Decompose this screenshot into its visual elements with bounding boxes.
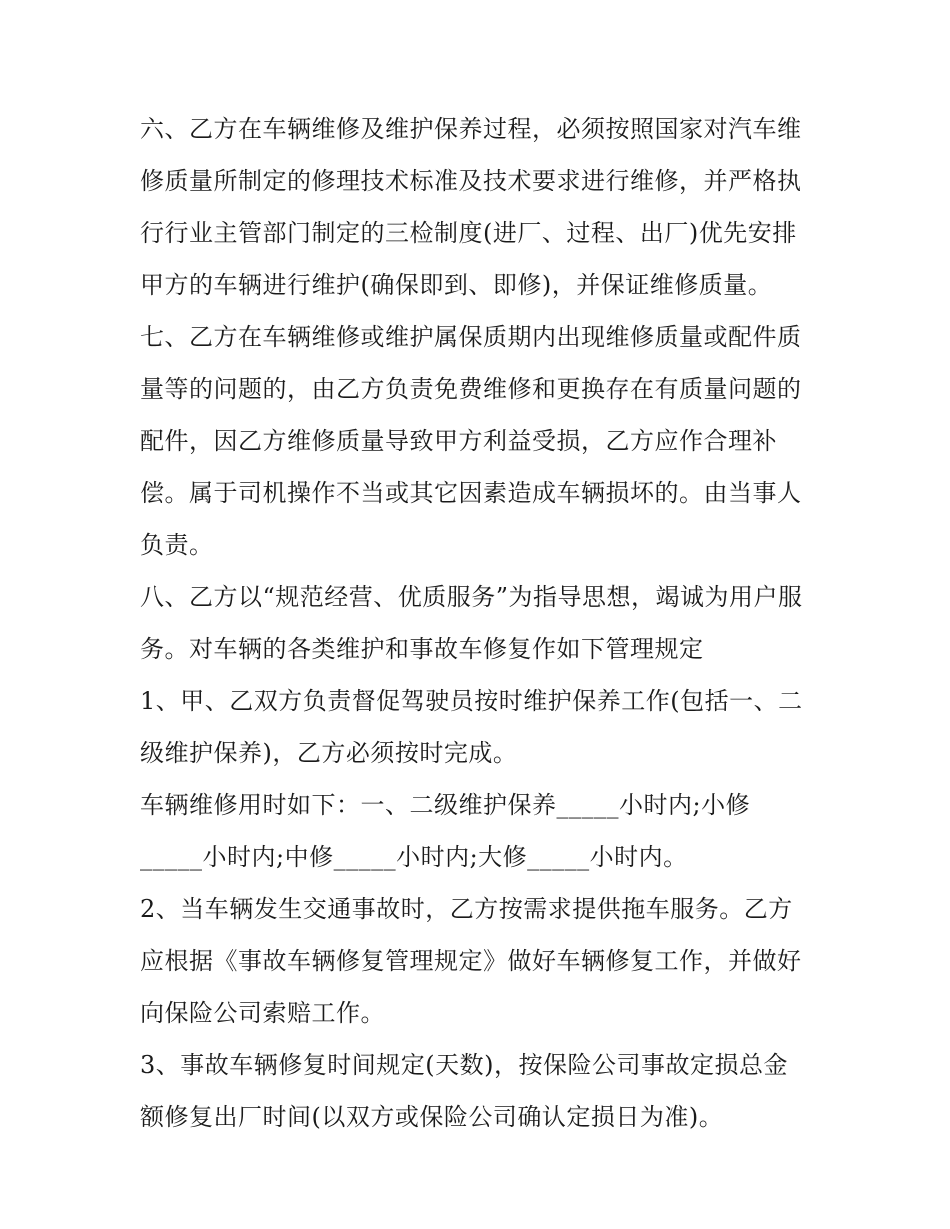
text-line: _____小时内;中修_____小时内;大修_____小时内。	[140, 843, 688, 871]
text-line: 行行业主管部门制定的三检制度(进厂、过程、出厂)优先安排	[140, 219, 797, 247]
text-line: 级维护保养)，乙方必须按时完成。	[140, 739, 518, 767]
text-line: 甲方的车辆进行维护(确保即到、即修)，并保证维修质量。	[140, 271, 773, 299]
text-line: 六、乙方在车辆维修及维护保养过程，必须按照国家对汽车维	[140, 115, 802, 143]
text-line: 3、事故车辆修复时间规定(天数)，按保险公司事故定损总金	[140, 1051, 788, 1079]
text-line: 车辆维修用时如下：一、二级维护保养_____小时内;小修	[140, 791, 751, 819]
text-line: 修质量所制定的修理技术标准及技术要求进行维修，并严格执	[140, 167, 802, 195]
document-body	[140, 103, 840, 1143]
text-line: 负责。	[140, 531, 214, 559]
text-line: 务。对车辆的各类维护和事故车修复作如下管理规定	[140, 635, 704, 663]
text-line: 偿。属于司机操作不当或其它因素造成车辆损坏的。由当事人	[140, 479, 802, 507]
text-line: 七、乙方在车辆维修或维护属保质期内出现维修质量或配件质	[140, 323, 802, 351]
text-line: 2、当车辆发生交通事故时，乙方按需求提供拖车服务。乙方	[140, 895, 793, 923]
text-line: 向保险公司索赔工作。	[140, 999, 385, 1027]
text-line: 应根据《事故车辆修复管理规定》做好车辆修复工作，并做好	[140, 947, 802, 975]
text-line: 八、乙方以“规范经营、优质服务”为指导思想，竭诚为用户服	[140, 583, 803, 611]
text-line: 配件，因乙方维修质量导致甲方利益受损，乙方应作合理补	[140, 427, 777, 455]
text-line: 量等的问题的，由乙方负责免费维修和更换存在有质量问题的	[140, 375, 802, 403]
text-line: 额修复出厂时间(以双方或保险公司确认定损日为准)。	[140, 1103, 724, 1131]
text-line: 1、甲、乙双方负责督促驾驶员按时维护保养工作(包括一、二	[140, 687, 803, 715]
